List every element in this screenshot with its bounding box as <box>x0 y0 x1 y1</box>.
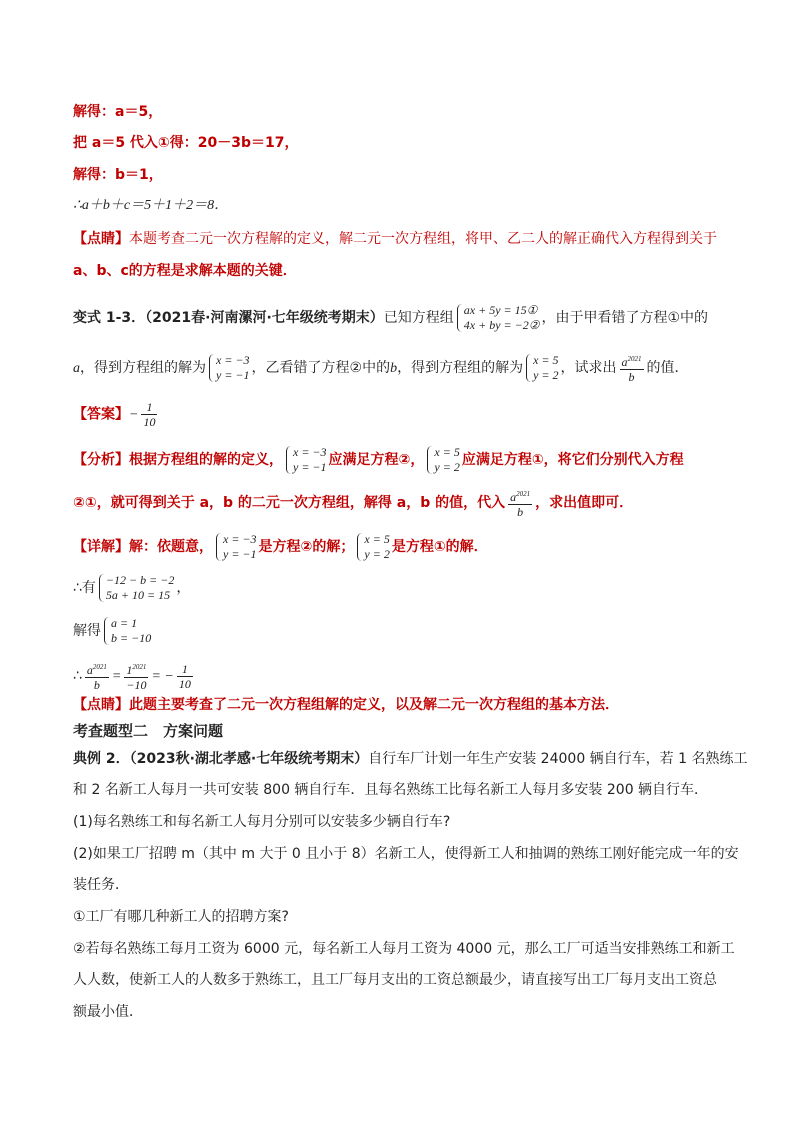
solve-a-line: 解得：a＝5， <box>73 104 163 120</box>
question-2-cont: 装任务． <box>73 877 129 893</box>
dianjing-1 <box>73 229 717 249</box>
solution-jia: x = −3 y = −1 <box>208 353 250 383</box>
dianjing-text: 本题考查二元一次方程解的定义，解二元一次方程组，将甲、乙二人的解正确代入方程得到关于 <box>129 231 717 247</box>
variant-title-line: 变式 1-3．（2021春·河南漯河·七年级统考期末）已知方程组 ax + 5y = 15① 4x + by = −2② ，由于甲看错了方程①中的 <box>73 303 709 332</box>
example-line-2: 和 2 名新工人每月一共可安装 800 辆自行车．且每名熟练工比每名新工人每月多安装 200 辆自行车． <box>73 782 709 798</box>
equation-system: ax + 5y = 15① 4x + by = −2② <box>456 303 540 333</box>
dianjing-tag: 【点睛】 <box>73 231 129 247</box>
system-line: ∴有 −12 − b = −2 5a + 10 = 15 ， <box>73 573 191 602</box>
question-1: (1)每名熟练工和每名新工人每月分别可以安装多少辆自行车? <box>73 814 451 830</box>
question-2-2: ②若每名熟练工每月工资为 6000 元，每名新工人每月工资为 4000 元，那么工厂可适当安排熟练工和新工 <box>73 941 735 957</box>
final-value-line: ∴ $\frac{a^{2021}}{b}$ = $\frac{1^{2021}}{-10}$ = − $\frac{1}{10}$ <box>73 661 191 692</box>
section-title: 考查题型二 方案问题 <box>73 722 224 740</box>
analysis-line-2: ②①，就可得到关于 a，b 的二元一次方程组，解得 a，b 的值，代入 $\frac{a^{2021}}{b}$ ，求出值即可． <box>73 487 633 519</box>
answer-fraction: $\frac{1}{10}$ <box>143 400 156 429</box>
substitute-line: 把 a＝5 代入①得：20－3b＝17， <box>73 135 299 151</box>
question-2-2-cont: 人人数，使新工人的人数多于熟练工，且工厂每月支出的工资总额最少，请直接写出工厂每月支出工资总 <box>73 972 717 988</box>
variant-source: （2021春·河南漯河·七年级统考期末） <box>145 310 384 326</box>
dianjing-2: 【点睛】此题主要考查了二元一次方程组解的定义，以及解二元一次方程组的基本方法． <box>73 697 619 713</box>
variant-text: 已知方程组 <box>383 310 454 326</box>
analysis-line: 【分析】根据方程组的解的定义， x = −3 y = −1 应满足方程②， x = 5 y = 2 应满足方程①，将它们分别代入方程 <box>73 445 684 474</box>
question-2-1: ①工厂有哪几种新工人的招聘方案? <box>73 909 289 925</box>
result-line: 解得 a = 1 b = −10 <box>73 616 152 645</box>
dianjing-1-cont: a、b、c的方程是求解本题的关键． <box>73 263 297 279</box>
question-2-2-end: 额最小值． <box>73 1004 143 1020</box>
solve-b-line: 解得：b＝1， <box>73 167 163 183</box>
example-line-1: 典例 2．（2023秋·湖北孝感·七年级统考期末）自行车厂计划一年生产安装 24000 辆自行车，若 1 名熟练工 <box>73 751 748 767</box>
variant-line-2: a，得到方程组的解为 x = −3 y = −1 ，乙看错了方程②中的b，得到方程组的解为 x = 5 y = 2 ，试求出 $\frac{a^{2021}}{b}$ 的值． <box>73 353 689 384</box>
variant-label: 变式 1-3． <box>73 310 146 326</box>
target-fraction: $\frac{a^{2021}}{b}$ <box>620 352 644 384</box>
sum-line: ∴a＋b＋c＝5＋1＋2＝8． <box>73 198 229 213</box>
detail-line: 【详解】解：依题意， x = −3 y = −1 是方程②的解； x = 5 y = 2 是方程①的解． <box>73 532 488 561</box>
question-2: (2)如果工厂招聘 m（其中 m 大于 0 且小于 8）名新工人，使得新工人和抽调的熟练工刚好能完成一年的安 <box>73 846 739 862</box>
answer-line: 【答案】− $\frac{1}{10}$ <box>73 400 156 429</box>
solution-yi: x = 5 y = 2 <box>525 353 558 383</box>
